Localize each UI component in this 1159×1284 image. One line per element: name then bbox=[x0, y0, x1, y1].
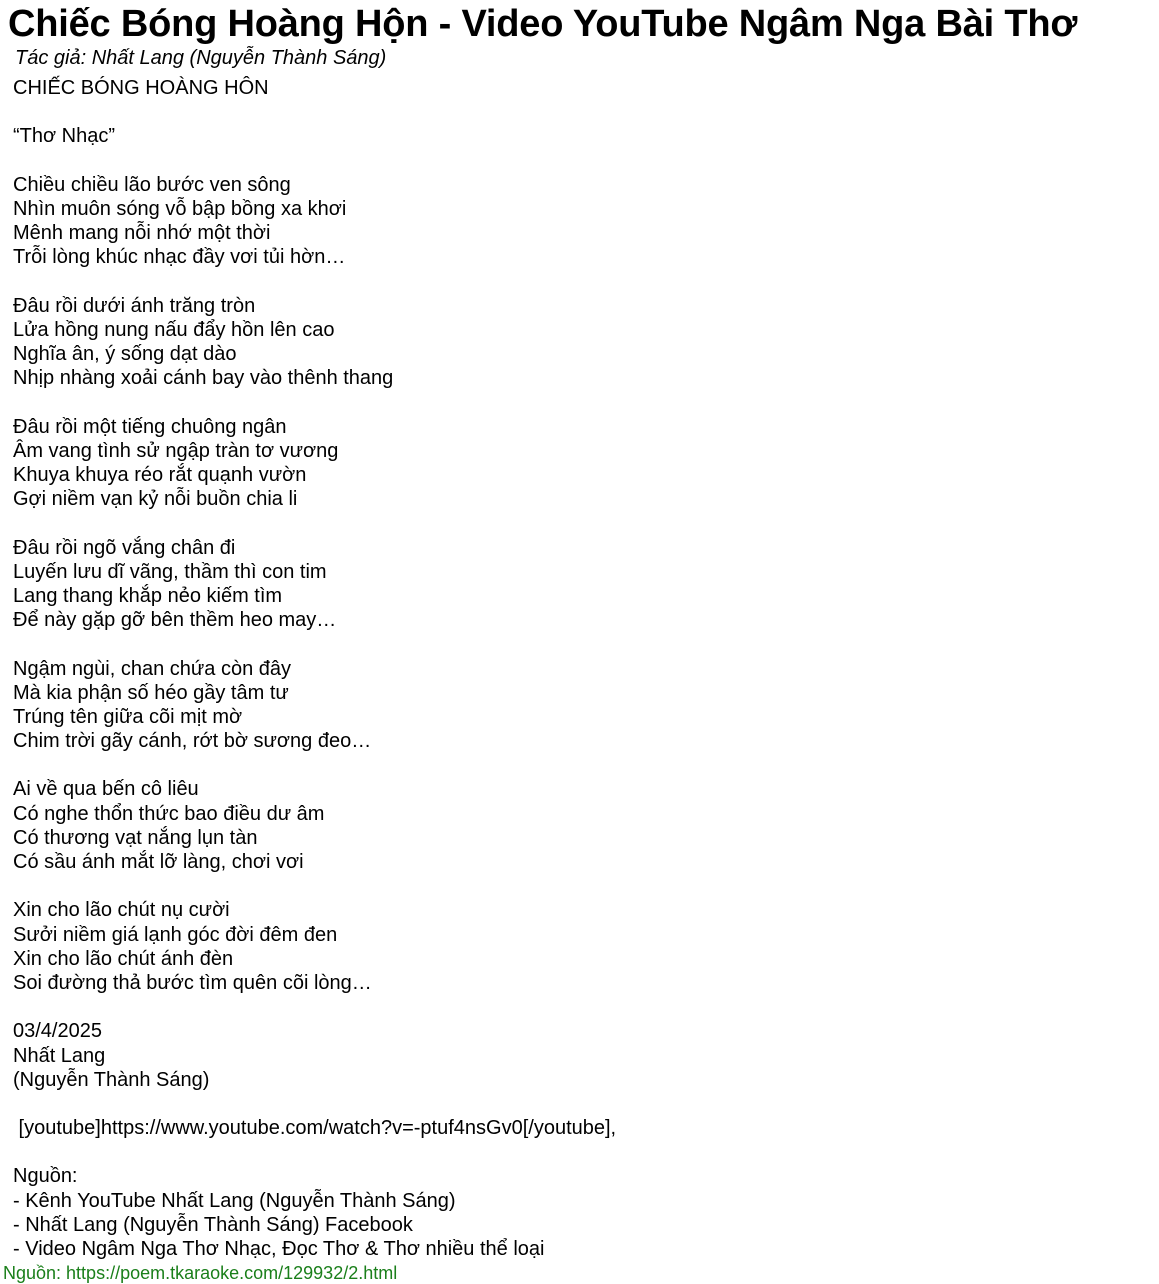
poem-line: Chiều chiều lão bước ven sông bbox=[13, 173, 291, 196]
poem-line: - Kênh YouTube Nhất Lang (Nguyễn Thành Sáng) bbox=[13, 1189, 456, 1212]
poem-line bbox=[13, 995, 1153, 1019]
poem-line: Khuya khuya réo rắt quạnh vườn bbox=[13, 464, 307, 486]
poem-line: Xin cho lão chút ánh đèn bbox=[13, 947, 234, 970]
poem-line: Ai về qua bến cô liêu bbox=[13, 778, 199, 801]
poem-line: [youtube]https://www.youtube.com/watch?v=-ptuf4nsGv0[/youtube], bbox=[13, 1117, 617, 1140]
poem-line: Đâu rồi một tiếng chuông ngân bbox=[13, 415, 287, 438]
poem-line: (Nguyễn Thành Sáng) bbox=[13, 1068, 210, 1091]
poem-line: 03/4/2025 bbox=[13, 1020, 102, 1043]
poem-line: Âm vang tình sử ngập tràn tơ vương bbox=[13, 439, 339, 462]
poem-line: Đâu rồi ngõ vắng chân đi bbox=[13, 536, 236, 559]
poem-line: Sưởi niềm giá lạnh góc đời đêm đen bbox=[13, 923, 338, 946]
poem-line bbox=[13, 390, 1153, 414]
poem-line bbox=[13, 753, 1153, 777]
poem-line bbox=[13, 149, 1153, 173]
author-line: Tác giả: Nhất Lang (Nguyễn Thành Sáng) bbox=[15, 47, 387, 69]
poem-line: Nghĩa ân, ý sống dạt dào bbox=[13, 343, 237, 366]
poem-line: Trỗi lòng khúc nhạc đầy vơi tủi hờn… bbox=[13, 246, 346, 269]
poem-body bbox=[13, 76, 1153, 1261]
poem-line: Nhất Lang bbox=[13, 1044, 106, 1067]
poem-line bbox=[13, 511, 1153, 535]
poem-line: Lửa hồng nung nấu đẩy hồn lên cao bbox=[13, 318, 335, 341]
poem-line: “Thơ Nhạc” bbox=[13, 125, 116, 148]
poem-line: Nhìn muôn sóng vỗ bập bồng xa khơi bbox=[13, 197, 347, 220]
poem-line bbox=[13, 1092, 1153, 1116]
poem-line: CHIẾC BÓNG HOÀNG HÔN bbox=[13, 77, 269, 99]
source-link[interactable]: Nguồn: https://poem.tkaraoke.com/129932/2.html bbox=[3, 1263, 398, 1283]
poem-line bbox=[13, 1140, 1153, 1164]
poem-line bbox=[13, 100, 1153, 124]
poem-line: Mênh mang nỗi nhớ một thời bbox=[13, 222, 271, 245]
poem-line: Trúng tên giữa cõi mịt mờ bbox=[13, 705, 243, 728]
poem-line: Ngậm ngùi, chan chứa còn đây bbox=[13, 657, 291, 680]
poem-line: Chim trời gãy cánh, rớt bờ sương đeo… bbox=[13, 730, 372, 753]
poem-line: Nhịp nhàng xoải cánh bay vào thênh thang bbox=[13, 367, 394, 390]
poem-line bbox=[13, 270, 1153, 294]
poem-line bbox=[13, 632, 1153, 656]
poem-line: Có thương vạt nắng lụn tàn bbox=[13, 826, 258, 849]
poem-line: Xin cho lão chút nụ cười bbox=[13, 899, 230, 922]
poem-line: Có sầu ánh mắt lỡ làng, chơi vơi bbox=[13, 851, 304, 873]
poem-line bbox=[13, 874, 1153, 898]
poem-line: Soi đường thả bước tìm quên cõi lòng… bbox=[13, 971, 372, 994]
poem-line: Có nghe thổn thức bao điều dư âm bbox=[13, 802, 325, 825]
poem-line: Để này gặp gỡ bên thềm heo may… bbox=[13, 609, 337, 632]
poem-line: Mà kia phận số héo gầy tâm tư bbox=[13, 681, 289, 704]
poem-line: Gợi niềm vạn kỷ nỗi buồn chia li bbox=[13, 488, 298, 511]
poem-line: - Nhất Lang (Nguyễn Thành Sáng) Facebook bbox=[13, 1213, 413, 1236]
poem-line: - Video Ngâm Nga Thơ Nhạc, Đọc Thơ & Thơ nhiều thể loại bbox=[13, 1238, 545, 1260]
poem-line: Luyến lưu dĩ vãng, thầm thì con tim bbox=[13, 560, 327, 583]
poem-line: Đâu rồi dưới ánh trăng tròn bbox=[13, 294, 256, 317]
poem-line: Lang thang khắp nẻo kiếm tìm bbox=[13, 584, 283, 607]
page-title: Chiếc Bóng Hoàng Hộn - Video YouTube Ngâm Nga Bài Thơ bbox=[8, 3, 1078, 45]
poem-line: Nguồn: bbox=[13, 1165, 78, 1188]
